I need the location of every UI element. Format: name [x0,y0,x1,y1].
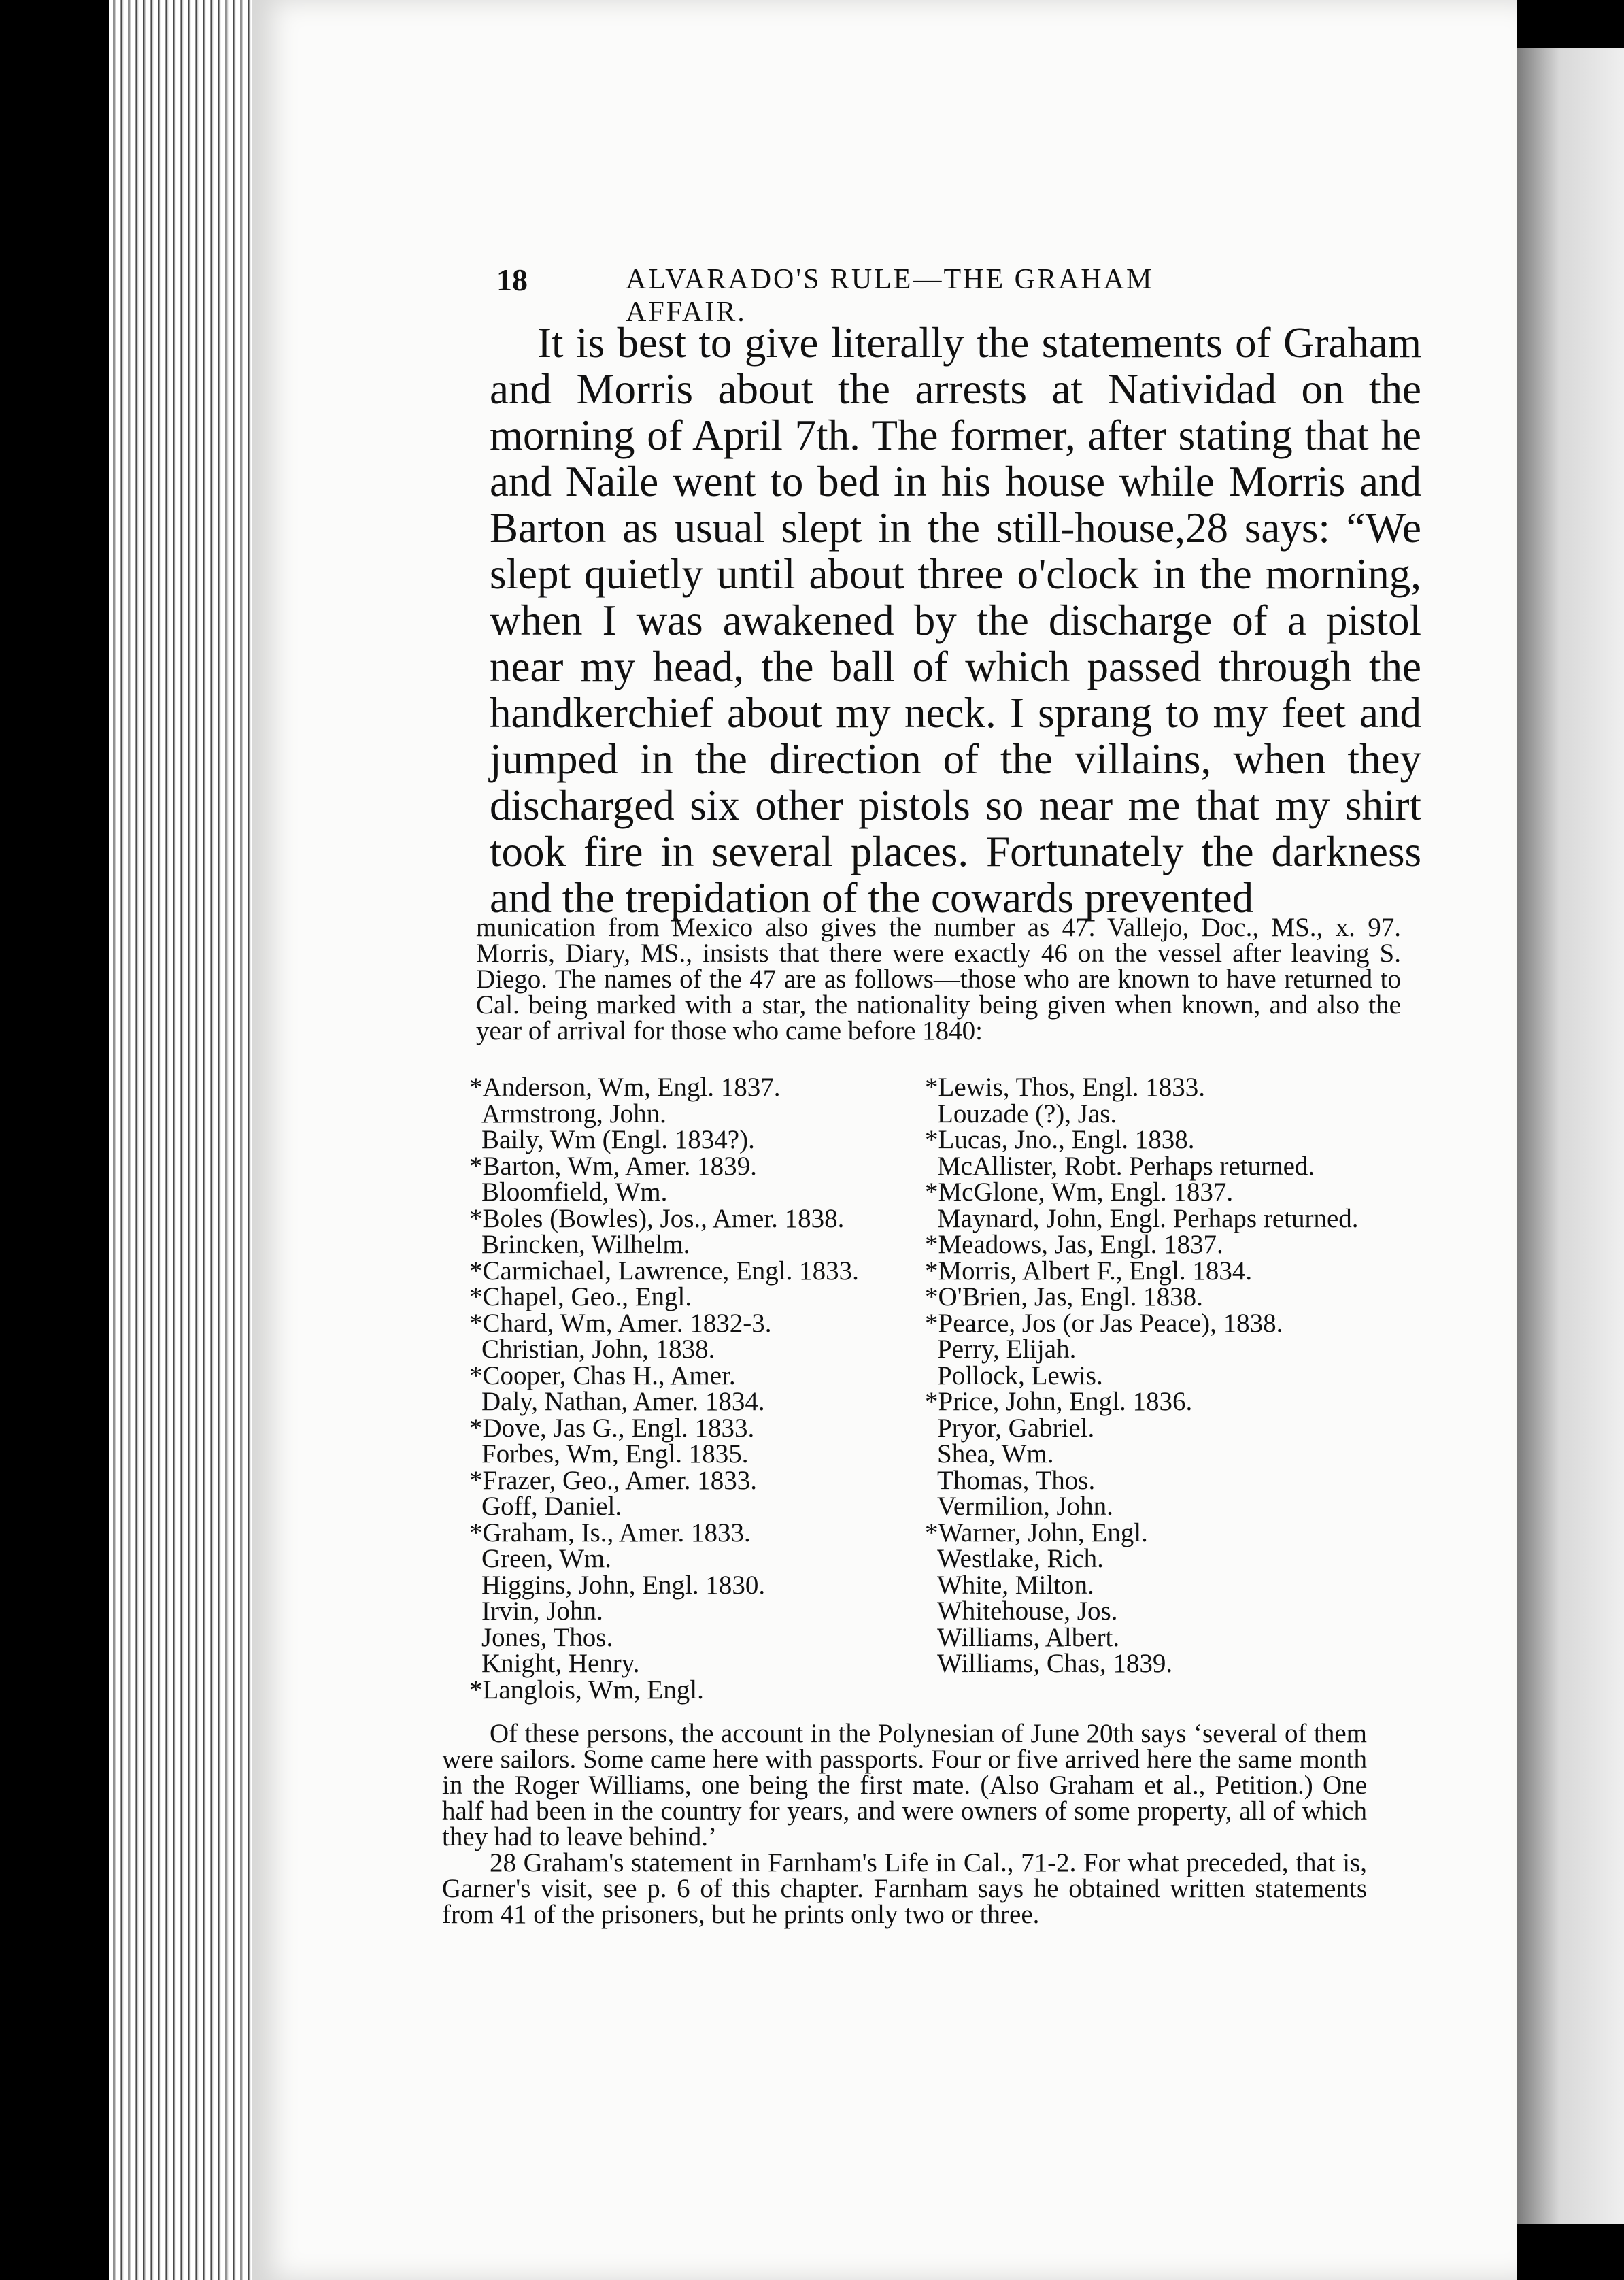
name-entry: McAllister, Robt. Perhaps returned. [937,1151,1315,1181]
name-entry: *Carmichael, Lawrence, Engl. 1833. [469,1256,859,1286]
book-page-edges [109,0,265,2280]
name-entry: Higgins, John, Engl. 1830. [481,1570,766,1600]
name-entry: Jones, Thos. [481,1622,613,1652]
name-entry: Pollock, Lewis. [937,1360,1103,1390]
name-entry: *Dove, Jas G., Engl. 1833. [469,1413,755,1443]
page-number: 18 [496,263,528,297]
footnote-intro-block [476,915,1401,1044]
name-entry: *McGlone, Wm, Engl. 1837. [925,1177,1234,1207]
name-entry: *Morris, Albert F., Engl. 1834. [925,1256,1253,1286]
footnote-intro: munication from Mexico also gives the number as 47. Vallejo, Doc., MS., x. 97. Morris, Diary, MS., insists that there were exactly 46 on the vessel after leaving S. Diego. The names of the 47 are as follows—those who are known to have returned to Cal. being marked with a star, the nationality being given when known, and also the year of arrival for those who came before 1840: [476,913,1401,1045]
names-column-right [925,1075,1387,1677]
name-entry: Green, Wm. [481,1544,611,1573]
name-entry: Westlake, Rich. [937,1544,1104,1573]
name-entry: *Graham, Is., Amer. 1833. [469,1518,751,1547]
name-entry: *Anderson, Wm, Engl. 1837. [469,1073,781,1102]
name-entry: Christian, John, 1838. [481,1335,715,1364]
name-entry: Irvin, John. [481,1596,603,1626]
name-entry: White, Milton. [937,1570,1094,1600]
name-entry: *O'Brien, Jas, Engl. 1838. [925,1282,1203,1311]
prisoner-names-list [469,1075,1401,1721]
name-entry: Pryor, Gabriel. [937,1413,1095,1443]
name-entry: *Boles (Bowles), Jos., Amer. 1838. [469,1203,845,1233]
name-entry: *Lewis, Thos, Engl. 1833. [925,1073,1206,1102]
name-entry: *Meadows, Jas, Engl. 1837. [925,1230,1223,1259]
names-column-left [469,1075,932,1703]
footnote-polynesian: Of these persons, the account in the Polynesian of June 20th says ‘several of them were sailors. Some came here with passports. Four or five arrived here the same month in the Roger Williams, one being the first mate. (Also Graham et al., Petition.) One half had been in the country for years, and were owners of some property, all of which they had to leave behind.’ [442,1719,1367,1851]
name-entry: Armstrong, John. [481,1099,666,1128]
footnote-28: 28 Graham's statement in Farnham's Life in Cal., 71-2. For what preceded, that is, Garner's visit, see p. 6 of this chapter. Farnham says he obtained written statements from 41 of the prisoners, but he prints only two or three. [442,1848,1367,1929]
name-entry: Bloomfield, Wm. [481,1177,668,1207]
name-entry: *Price, John, Engl. 1836. [925,1387,1193,1416]
name-entry: *Cooper, Chas H., Amer. [469,1360,736,1390]
body-paragraph: It is best to give literally the statements of Graham and Morris about the arrests at Natividad on the morning of April 7th. The former, after stating that he and Naile went to bed in his house while Morris and Barton as usual slept in the still-house,28 says: “We slept quietly until about three o'clock in the morning, when I was awakened by the discharge of a pistol near my head, the ball of which passed through the handkerchief about my neck. I sprang to my feet and jumped in the direction of the villains, when they discharged six other pistols so near me that my shirt took fire in several places. Fortunately the darkness and the trepidation of the cowards prevented [490,319,1421,922]
name-entry: Whitehouse, Jos. [937,1596,1118,1626]
name-entry: Daly, Nathan, Amer. 1834. [481,1387,765,1416]
name-entry: Williams, Albert. [937,1622,1120,1652]
name-entry: Williams, Chas, 1839. [937,1649,1173,1678]
name-entry: Vermilion, John. [937,1492,1113,1521]
name-entry: *Frazer, Geo., Amer. 1833. [469,1465,758,1495]
name-entry: Thomas, Thos. [937,1465,1096,1495]
name-entry: *Chapel, Geo., Engl. [469,1282,692,1311]
name-entry: *Chard, Wm, Amer. 1832-3. [469,1308,772,1338]
name-entry: *Warner, John, Engl. [925,1518,1148,1547]
body-text [490,320,1421,921]
name-entry: Brincken, Wilhelm. [481,1230,690,1259]
name-entry: *Barton, Wm, Amer. 1839. [469,1151,757,1181]
name-entry: *Lucas, Jno., Engl. 1838. [925,1125,1195,1154]
footnote-continuation [442,1721,1367,1928]
name-entry: Maynard, John, Engl. Perhaps returned. [937,1203,1359,1233]
name-entry: Perry, Elijah. [937,1335,1077,1364]
name-entry: Goff, Daniel. [481,1492,622,1521]
name-entry: *Pearce, Jos (or Jas Peace), 1838. [925,1308,1283,1338]
name-entry: Knight, Henry. [481,1649,640,1678]
name-entry: *Langlois, Wm, Engl. [469,1675,704,1705]
name-entry: Baily, Wm (Engl. 1834?). [481,1125,755,1154]
page-gutter-shadow [1517,48,1624,2224]
name-entry: Louzade (?), Jas. [937,1099,1117,1128]
running-head: ALVARADO'S RULE—THE GRAHAM AFFAIR. [626,264,1154,328]
name-entry: Shea, Wm. [937,1439,1054,1469]
page-header [496,262,1279,328]
name-entry: Forbes, Wm, Engl. 1835. [481,1439,749,1469]
